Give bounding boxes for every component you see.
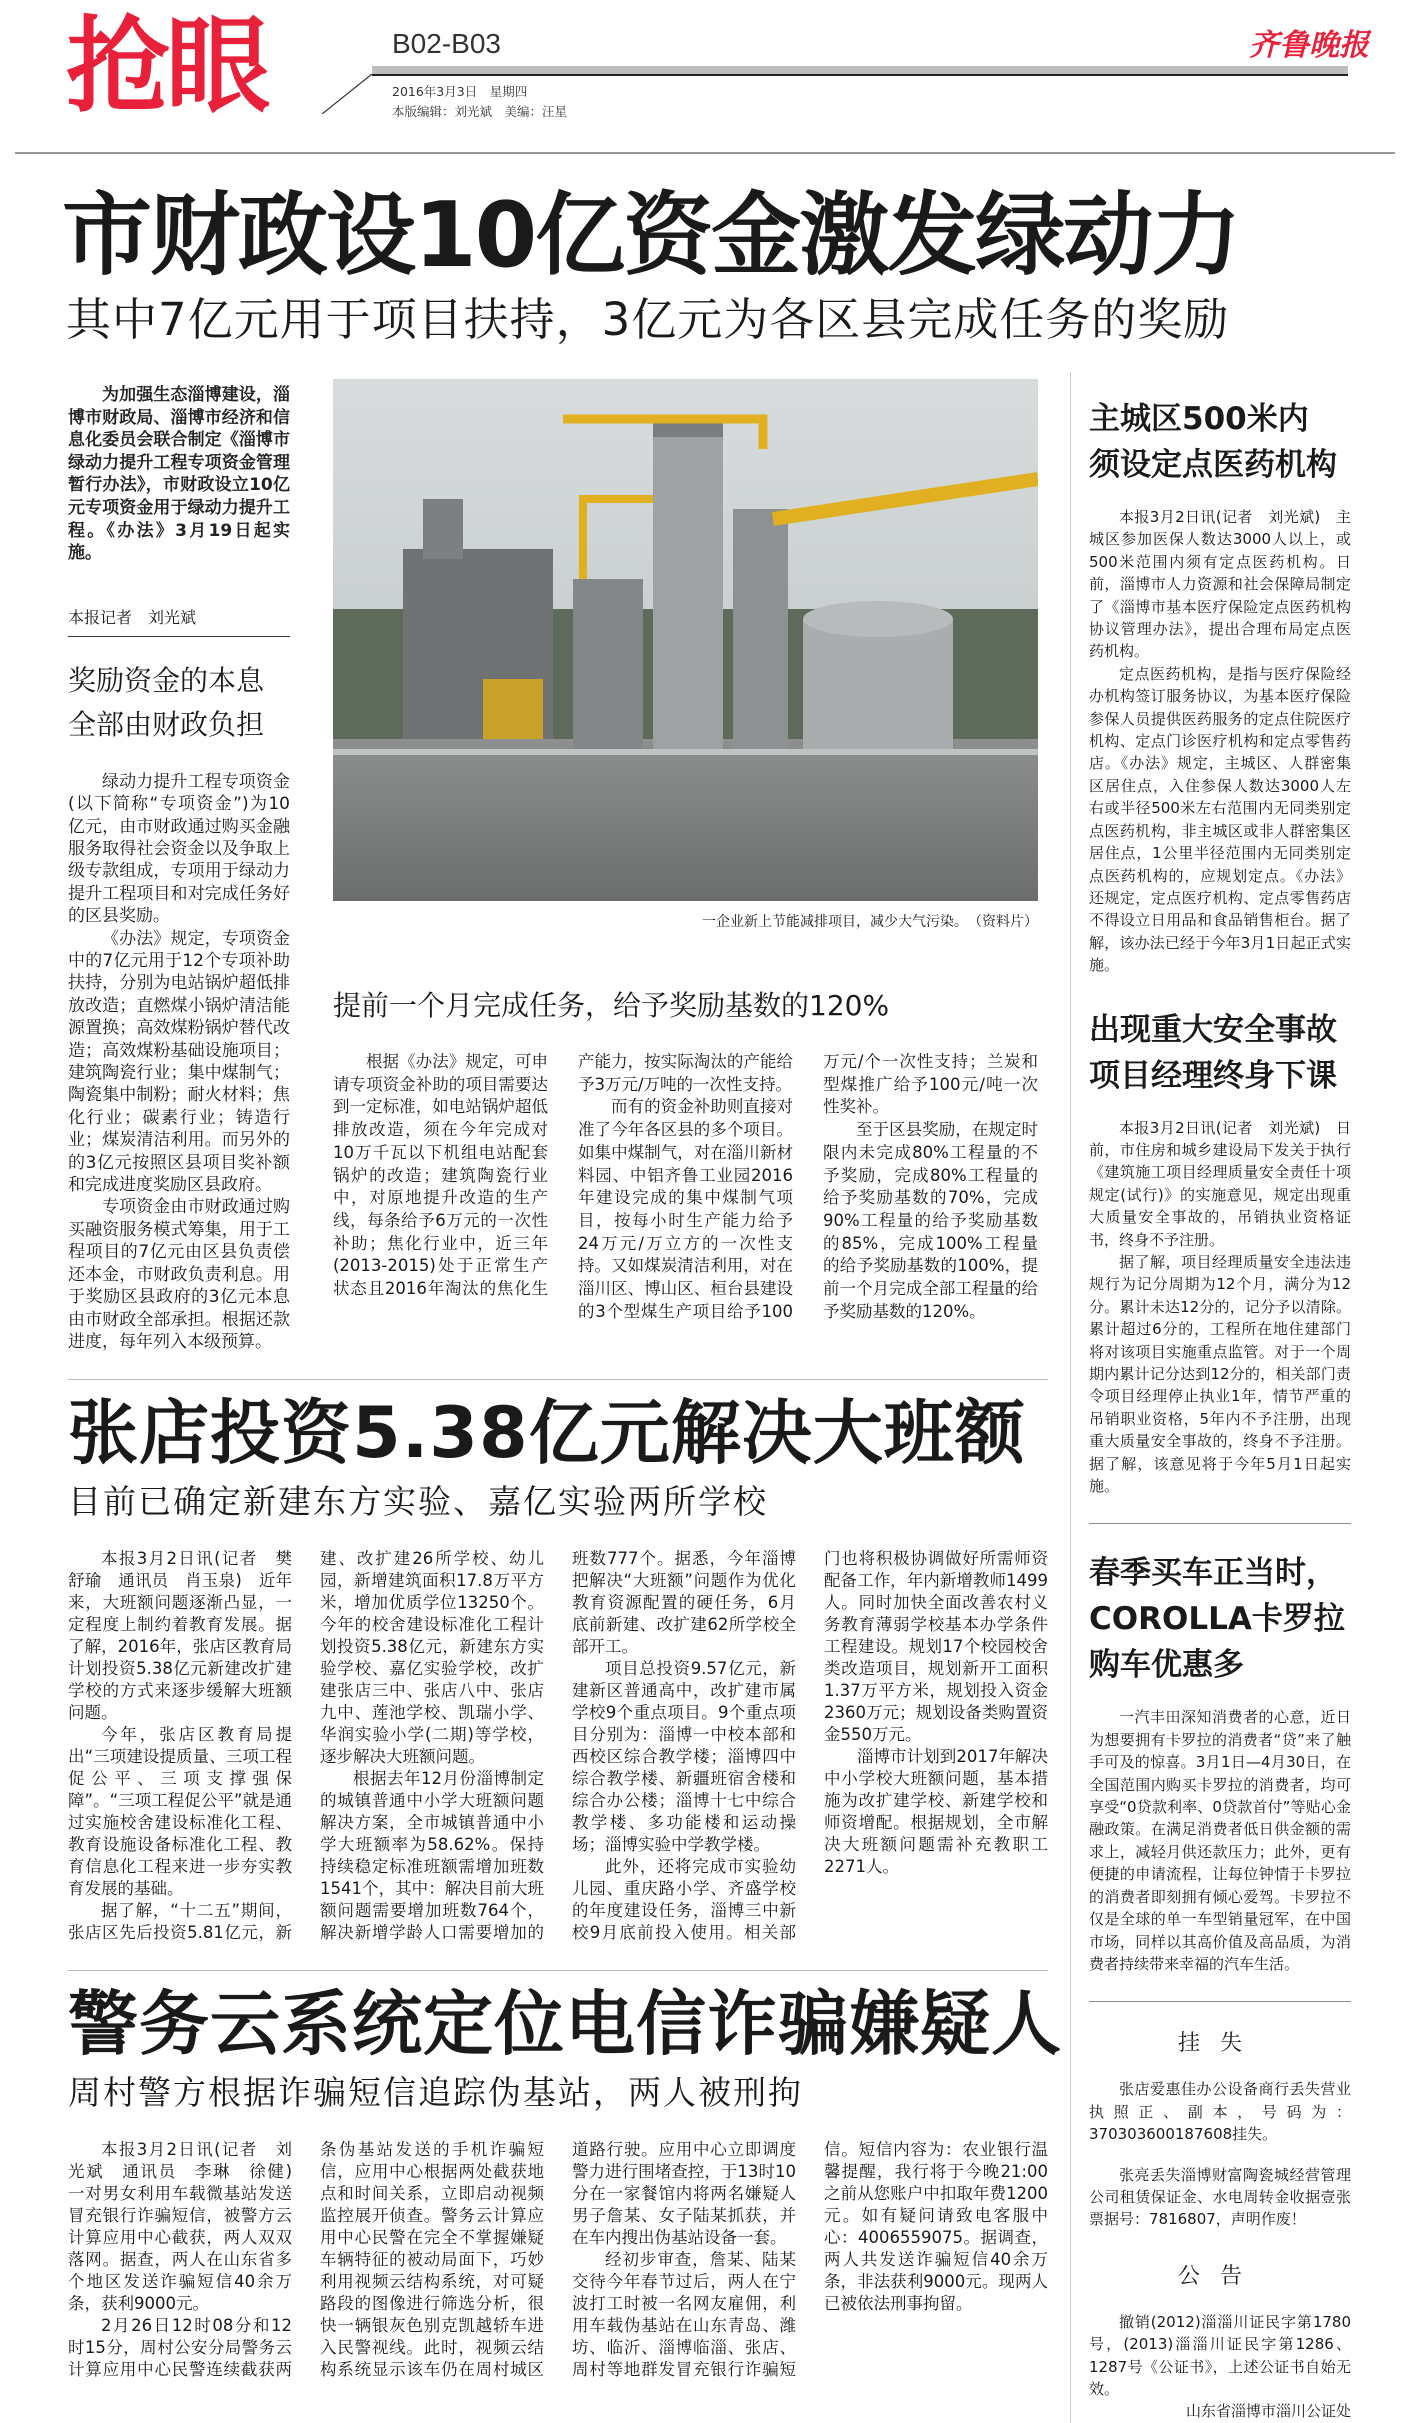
paragraph: 经初步审查，詹某、陆某交待今年春节过后，两人在宁波打工时被一名网友雇佣，利用车载伪基站在山东青岛、潍坊、临沂、淄博临淄、张店、周村等地群发冒充银行诈骗短信。短信内容为：农业银行温馨提醒，我行将于今晚21:00之前从您账户中扣取年费1200元。如有疑问请致电客服中心：4006559075。据调查，两人共发送诈骗短信40余万条，非法获利9000元。现两人已被依法刑事拘留。 — [572, 2140, 1048, 2380]
title-line: 春季买车正当时， — [1089, 1555, 1337, 1592]
paragraph: 绿动力提升工程专项资金(以下简称“专项资金”)为10亿元，由市财政通过购买金融服务取得社会资金以及争取上级专款组成，专项用于绿动力提升工程项目和对完成任务好的区县奖励。 — [68, 771, 290, 927]
page-layout — [60, 372, 1367, 2423]
paragraph: 2月26日12时08分和12时15分，周村公安分局警务云计算应用中心民警连续截获两条伪基站发送的手机诈骗短信，应用中心根据两处截获地点和时间关系，立即启动视频监控展开侦查。警务云计算应用中心民警在完全不掌握嫌疑车辆特征的被动局面下，巧妙利用视频云结构系统，对可疑路段的图像进行筛选分析，很快一辆银灰色别克凯越轿车进入民警视线。此时，视频云结构系统显示该车仍在周村城区道路行驶。应用中心立即调度警力进行围堵查控，于13时10分在一家餐馆内将两名嫌疑人男子詹某、女子陆某抓获，并在车内搜出伪基站设备一套。 — [68, 2140, 796, 2380]
car-story-inner — [1089, 1550, 1351, 1975]
paragraph: 本报3月2日讯(记者 刘光斌) 主城区参加医保人数达3000人以上，或500米范围内须有定点医药机构。日前，淄博市人力资源和社会保障局制定了《淄博市基本医疗保险定点医药机构协议管理办法》，提出合理布局定点医药机构。 — [1089, 508, 1351, 661]
safety-story — [1089, 1007, 1351, 1498]
lead-story — [68, 372, 1048, 1353]
car-headline — [1089, 1550, 1351, 1688]
page-numbers: B02-B03 — [392, 28, 501, 59]
lost-notice-body — [1089, 2078, 1367, 2230]
lead-headline: 市财政设10亿资金激发绿动力 — [62, 183, 1240, 288]
title-line: 项目经理终身下课 — [1089, 1057, 1337, 1094]
car-story — [1089, 1523, 1351, 1975]
editors: 本版编辑：刘光斌 美编：汪星 — [392, 104, 568, 119]
main-column — [60, 372, 1062, 2423]
paragraph: 一汽丰田深知消费者的心意，近日为想要拥有卡罗拉的消费者“贷”来了触手可及的惊喜。3月1日—4月30日，在全国范围内购买卡罗拉的消费者，均可享受“0贷款利率、0贷款首付”等贴心金融政策。在满足消费者低日供金额的需求上，减轻月供还款压力；此外，更有便捷的申请流程，让每位钟情于卡罗拉的消费者即刻拥有倾心爱驾。卡罗拉不仅是全球的单一车型销量冠军，在中国市场，同样以其高价值及高品质，为消费者持续带来幸福的汽车生活。 — [1089, 1708, 1351, 1973]
paragraph: 专项资金由市财政通过购买融资服务模式筹集，用于工程项目的7亿元由区县负责偿还本金，市财政负责利息。用于奖励区县政府的3亿元本息由市财政全部承担。根据还款进度，每年列入本级预算。 — [68, 1197, 290, 1352]
masthead-bar — [372, 66, 1348, 76]
masthead-diagonal-divider — [322, 74, 382, 114]
paragraph: 根据《办法》规定，可申请专项资金补助的项目需要达到一定标准，如电站锅炉超低排放改造，须在今年完成对10万千瓦以下机组电站配套锅炉的改造；建筑陶瓷行业中，对原地提升改造的生产线，每条给予6万元的一次性补助；焦化行业中，近三年(2013-2015)处于正常生产状态且2016年淘汰的焦化生产能力，按实际淘汰的产能给予3万元/万吨的一次性支持。 — [333, 1052, 793, 1299]
lead-left-column — [68, 372, 290, 1353]
sidebar — [1070, 372, 1367, 2423]
paragraph: 张店爱惠佳办公设备商行丢失营业执照正、副本，号码为：370303600187608挂失。 — [1089, 2080, 1351, 2144]
paragraph: 据了解，项目经理质量安全违法违规行为记分周期为12个月，满分为12分。累计未达12分的，记分予以清除。累计超过6分的，工程所在地住建部门将对该项目实施重点监管。对于一个周期内累计记分达到12分的，相关部门责令项目经理停止执业1年，情节严重的吊销职业资格，5年内不予注册，出现重大质量安全事故的，终身不予注册。据了解，该意见将于今年5月1日起实施。 — [1089, 1252, 1351, 1496]
school-headline: 张店投资5.38亿元解决大班额 — [68, 1392, 1026, 1475]
lead-subheadline: 其中7亿元用于项目扶持，3亿元为各区县完成任务的奖励 — [66, 293, 1230, 346]
school-body — [68, 1548, 1048, 1944]
lead-section1-body — [68, 771, 290, 1354]
school-subheadline: 目前已确定新建东方实验、嘉亿实验两所学校 — [68, 1482, 768, 1522]
paragraph: 今年，张店区教育局提出“三项建设提质量、三项工程促公平、三项支撑强保障”。“三项工程促公平”就是通过实施校舍建设标准化工程、教育设施设备标准化工程、教育信息化工程来进一步夯实教育发展的基础。 — [68, 1725, 292, 1899]
paragraph: 本报3月2日讯(记者 樊舒瑜 通讯员 肖玉泉) 近年来，大班额问题逐渐凸显，一定程度上制约着教育发展。据了解，2016年，张店区教育局计划投资5.38亿元新建改扩建学校的方式来逐步缓解大班额问题。 — [68, 1549, 292, 1723]
factory-photo — [333, 379, 1038, 901]
paragraph: 至于区县奖励，在规定时限内未完成80%工程量的不予奖励，完成80%工程量的给予奖励基数的70%，完成90%工程量的给予奖励基数的85%，完成100%工程量的给予奖励基数的100%，提前一个月完成全部工程量的给予奖励基数的120%。 — [823, 1120, 1038, 1321]
paragraph: 《办法》规定，专项资金中的7亿元用于12个专项补助扶持，分别为电站锅炉超低排放改造；直燃煤小锅炉清洁能源置换；高效煤粉锅炉替代改造；高效煤粉基础设施项目；建筑陶瓷行业；集中煤制气；陶瓷集中制粉；耐火材料；焦化行业；碳素行业；铸造行业；煤炭清洁利用。而另外的的3亿元按照区县项目奖补额和完成进度奖励区县政府。 — [68, 928, 290, 1196]
lead-intro: 为加强生态淄博建设，淄博市财政局、淄博市经济和信息化委员会联合制定《淄博市绿动力提升工程专项资金管理暂行办法》，市财政设立10亿元专项资金用于绿动力提升工程。《办法》3月19日起实施。 — [68, 385, 290, 564]
title-line: 出现重大安全事故 — [1089, 1011, 1337, 1048]
public-notice-title: 公告 — [1177, 2263, 1262, 2289]
police-headline: 警务云系统定位电信诈骗嫌疑人 — [68, 1983, 1062, 2066]
medical-story — [1089, 396, 1351, 977]
title-line: 购车优惠多 — [1089, 1647, 1244, 1684]
police-body — [68, 2139, 1048, 2381]
safety-body — [1089, 1117, 1351, 1498]
lead-section2-title: 提前一个月完成任务，给予奖励基数的120% — [333, 989, 890, 1022]
lead-section1-title — [68, 659, 290, 747]
police-story — [68, 1970, 1062, 2381]
masthead-divider — [15, 152, 1395, 154]
notice-signature: 山东省淄博市淄川公证处 — [1185, 2402, 1351, 2421]
paragraph: 据了解，“十二五”期间，张店区先后投资5.81亿元，新建、改扩建26所学校、幼儿园，新增建筑面积17.8万平方米，增加优质学位13250个。今年的校舍建设标准化工程计划投资5.38亿元，新建东方实验学校、嘉亿实验学校，改扩建张店三中、张店八中、张店九中、莲池学校、凯瑞小学、华润实验小学(二期)等学校，逐步解决大班额问题。 — [68, 1549, 544, 1943]
title-line: 奖励资金的本息 — [68, 663, 265, 697]
paragraph: 本报3月2日讯(记者 刘光斌 通讯员 李琳 徐健) 一对男女利用车载微基站发送冒充银行诈骗短信，被警方云计算应用中心截获，两人双双落网。据查，两人在山东省多个地区发送诈骗短信40余万条，获利9000元。 — [68, 2140, 309, 2314]
paragraph: 而有的资金补助则直接对准了今年各区县的多个项目。如集中煤制气，对在淄川新材料园、中铝齐鲁工业园2016年建设完成的集中煤制气项目，按每小时生产能力给予24万元/万立方的一次性支持。又如煤炭清洁利用，对在淄川区、博山区、桓台县建设的3个型煤生产项目给予100万元/个一次性支持；兰炭和型煤推广给予100元/吨一次性奖补。 — [578, 1052, 1038, 1321]
paragraph: 淄博市计划到2017年解决中小学校大班额问题，基本措施为改扩建学校、新建学校和师资增配。根据规划，全市解决大班额问题需补充教职工2271人。 — [824, 1747, 1048, 1877]
paragraph: 张亮丢失淄博财富陶瓷城经营管理公司租赁保证金、水电周转金收据壹张 票据号：7816807，声明作废！ — [1089, 2165, 1367, 2229]
medical-headline — [1089, 396, 1351, 488]
public-notice-body — [1089, 2311, 1351, 2423]
school-story — [68, 1379, 1048, 1944]
safety-headline — [1089, 1007, 1351, 1099]
title-line: 主城区500米内 — [1089, 401, 1309, 437]
lost-notice — [1089, 2028, 1367, 2230]
lead-right-column — [333, 372, 1038, 1323]
notices — [1089, 2001, 1367, 2422]
medical-body — [1089, 506, 1351, 977]
title-line: 须设定点医药机构 — [1089, 447, 1337, 483]
public-notice — [1089, 2261, 1351, 2423]
paragraph: 此外，还将完成市实验幼儿园、重庆路小学、齐盛学校的年度建设任务，淄博三中新校9月底前投入使用。相关部门也将积极协调做好所需师资配备工作，年内新增教师1499人。同时加快全面改善农村义务教育薄弱学校基本办学条件工程建设。规划17个校园校舍类改造项目，规划新开工面积1.37万平方米，规划投入资金2360万元；规划设备类购置资金550万元。 — [572, 1549, 1048, 1943]
newspaper-logo: 齐鲁晚报 — [1245, 20, 1373, 64]
issue-date: 2016年3月3日 星期四 — [392, 84, 528, 99]
title-line: COROLLA卡罗拉 — [1089, 1601, 1345, 1638]
paragraph: 本报3月2日讯(记者 刘光斌) 日前，市住房和城乡建设局下发关于执行《建筑施工项目经理质量安全责任十项规定(试行)》的实施意见，规定出现重大质量安全事故的，吊销执业资格证书，终身不予注册。 — [1089, 1118, 1351, 1249]
paragraph: 定点医药机构，是指与医疗保险经办机构签订服务协议，为基本医疗保险参保人员提供医药服务的定点住院医疗机构、定点门诊医疗机构和定点零售药店。《办法》规定，主城区、人群密集区居住点，入住参保人数达3000人左右或半径500米左右范围内无同类别定点医药机构，非主城区或非人群密集区居住点，1公里半径范围内无同类别定点医药机构的，应规划定点。《办法》还规定，定点医疗机构、定点零售药店不得设立日用品和食品销售柜台。据了解，该办法已经于今年3月1日起正式实施。 — [1089, 664, 1351, 975]
lead-section2-body — [333, 1051, 1038, 1323]
section-logo: 抢眼 — [66, 5, 267, 127]
car-body — [1089, 1706, 1351, 1975]
paragraph: 根据去年12月份淄博制定的城镇普通中小学大班额问题解决方案，全市城镇普通中小学大班额率为58.62%。保持持续稳定标准班额需增加班数1541个，其中：解决目前大班额问题需要增加班数764个，解决新增学龄人口需要增加的班数777个。据悉，今年淄博把解决“大班额”问题作为优化教育资源配置的硬任务，6月底前新建、改扩建62所学校全部开工。 — [320, 1549, 796, 1943]
paragraph: 项目总投资9.57亿元，新建新区普通高中，改扩建市属学校9个重点项目。9个重点项目分别为：淄博一中校本部和西校区综合教学楼；淄博四中综合教学楼、新疆班宿舍楼和综合办公楼；淄博十七中综合教学楼、多功能楼和运动操场；淄博实验中学教学楼。 — [572, 1659, 796, 1855]
police-subheadline: 周村警方根据诈骗短信追踪伪基站，两人被刑拘 — [68, 2073, 803, 2113]
title-line: 全部由财政负担 — [68, 707, 265, 741]
photo-caption: 一企业新上节能减排项目，减少大气污染。 （资料片） — [702, 914, 1038, 930]
lead-byline: 本报记者 刘光斌 — [68, 605, 290, 637]
lost-notice-title: 挂失 — [1177, 2031, 1262, 2057]
paragraph: 撤销(2012)淄淄川证民字第1780号，(2013)淄淄川证民字第1286、1287号《公证书》，上述公证书自始无效。 — [1089, 2312, 1351, 2398]
